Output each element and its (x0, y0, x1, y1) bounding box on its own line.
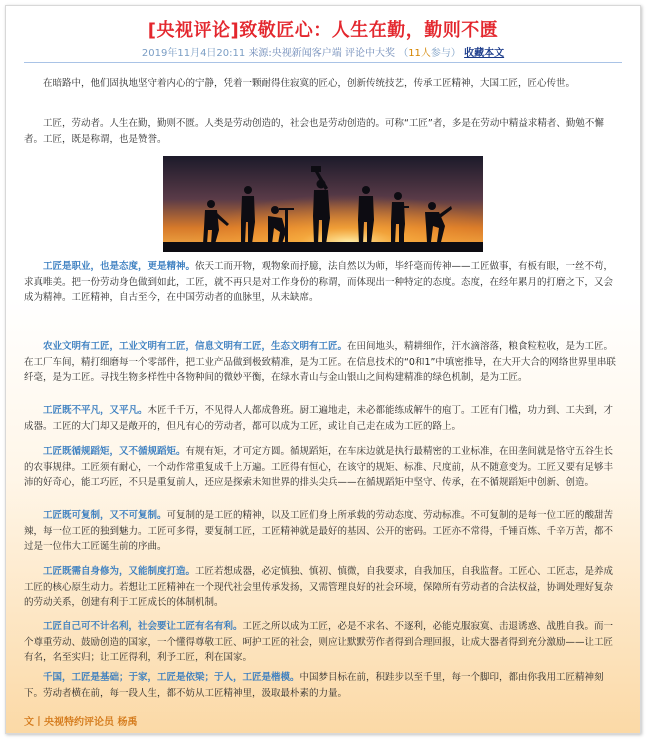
paragraph-6: 工匠既循规蹈矩，又不循规蹈矩。有规有矩，才可定方圆。循规蹈矩，在车床边就是执行最精密的工业标准，在田垄间就是恪守五谷生长的农事规律。工匠须有耐心，一个动作常重复成千上万遍。工匠得有恒心，在该守的规矩、标准、尺度前，从不随意变为。工匠又要有足够丰沛的好奇心，能工巧匠，不只是重复前人，还应是探索未知世界的排头尖兵——在循规蹈矩中坚守、传承，在不循规蹈矩中创新、创造。 (24, 446, 614, 488)
paragraph-9: 工匠自己可不计名利，社会要让工匠有名有利。工匠之所以成为工匠，必是不求名、不逐利，必能克服寂寞、击退诱惑、战胜自我。而一个尊重劳动、鼓励创造的国家，一个懂得尊敬工匠、呵护工匠的社会，则应让默默劳作者得到合理回报，让成大器者得到充分激励——让工匠有名，名至实归；让工匠得利，利予工匠，利在国家。 (24, 621, 614, 663)
paragraph-4: 农业文明有工匠，工业文明有工匠，信息文明有工匠，生态文明有工匠。在田间地头，精耕细作，汗水滴溶落，粮食粒粒收，是为工匠。在工厂车间，精打细磨每一个零部件，把工业产品做到极致精准，是为工匠。在信息技术的“0和1”中填密推导，在大开大合的网络世界里串联纤毫，是为工匠。寻找生物多样性中各物种间的微妙平衡，在绿水青山与金山银山之间构建精准的绿色机制，是为工匠。 (24, 341, 616, 383)
article-panel (5, 5, 641, 734)
workers-photo (163, 156, 483, 252)
publish-date: 2019年11月4日20:11 (141, 48, 246, 59)
participant-suffix: 参与 (430, 48, 451, 59)
article-meta: 2019年11月4日20:11 来源:央视新闻客户端 评论中大奖 （11人参与） 收藏本文 (141, 48, 505, 59)
paragraph-8: 工匠既需自身修为，又能制度打造。工匠若想成器，必定慎独、慎初、慎微，自我要求，自我加压，自我监督。工匠心、工匠志，是养成工匠的核心原生动力。若想让工匠精神在一个现代社会里传承发扬，又需管理良好的社会环境，保障所有劳动者的合法权益，协调处理好复杂的劳动关系，创建有利于工匠成长的体制机制。 (24, 566, 614, 608)
paragraph-3: 工匠是职业，也是态度，更是精神。依天工而开物，观物象而抒臆，法自然以为师，毕纤毫而传神——工匠做事，有板有眼，一丝不苟，求真唯美。把一份劳动身色做到如此，工匠，就不再只是对工作身份的称谓，而体现出一种特定的态度。态度，在经年累月的打磨之下，又会成为精神。工匠精神，自古至今，在中国劳动者的血脉里，从未缺席。 (24, 261, 614, 303)
favorite-link[interactable]: 收藏本文 (464, 48, 505, 59)
paragraph-5: 工匠既不平凡，又平凡。木匠千千万，不见得人人都成鲁班。厨工遍地走，未必都能练成解牛的庖丁。工匠有门槛，功力到、工夫到，才成器。工匠的大门却又是敞开的，但凡有心的劳动者，都可以成为工匠，或让自己走在成为工匠的路上。 (24, 405, 614, 432)
paragraph-7: 工匠既可复制，又不可复制。可复制的是工匠的精神，以及工匠们身上所承载的劳动态度、劳动标准。不可复制的是每一位工匠的酸甜苦辣，每一位工匠的独到魅力。工匠可多得，要复制工匠，工匠精神就是最好的基因、公开的密码。工匠亦不常得，千锤百炼、千辛万苦，都不过是一位伟大工匠诞生前的序曲。 (24, 510, 614, 552)
paragraph-10: 千国，工匠是基础；于家，工匠是依梁；于人，工匠是楷模。中国梦目标在前，积跬步以至千里，每一个脚印，都由你我用工匠精神刻下。劳动者横在前，每一段人生，都不妨从工匠精神里，汲取最朴素的力量。 (24, 672, 604, 699)
author-byline: 文丨央视特约评论员 杨禹 (24, 717, 138, 728)
paragraph-2: 工匠，劳动者。人生在勤，勤则不匮。人类是劳动创造的，社会也是劳动创造的。可称“工匠”者，多是在劳动中精益求精者、勤勉不懈者。工匠，既是称谓，也是赞誉。 (24, 118, 604, 145)
article-title: [央视评论]致敬匠心：人生在勤，勤则不匮 (147, 20, 499, 41)
paragraph-1: 在暗路中，他们固执地坚守着内心的宁静，凭着一颗耐得住寂寞的匠心，创新传统技艺，传承工匠精神，大国工匠，匠心传世。 (43, 78, 576, 89)
participant-count: 11人 (408, 48, 431, 59)
title-divider (24, 62, 622, 63)
source-label: 来源:央视新闻客户端 (248, 48, 342, 59)
comment-prize-link[interactable]: 评论中大奖 (345, 48, 395, 59)
